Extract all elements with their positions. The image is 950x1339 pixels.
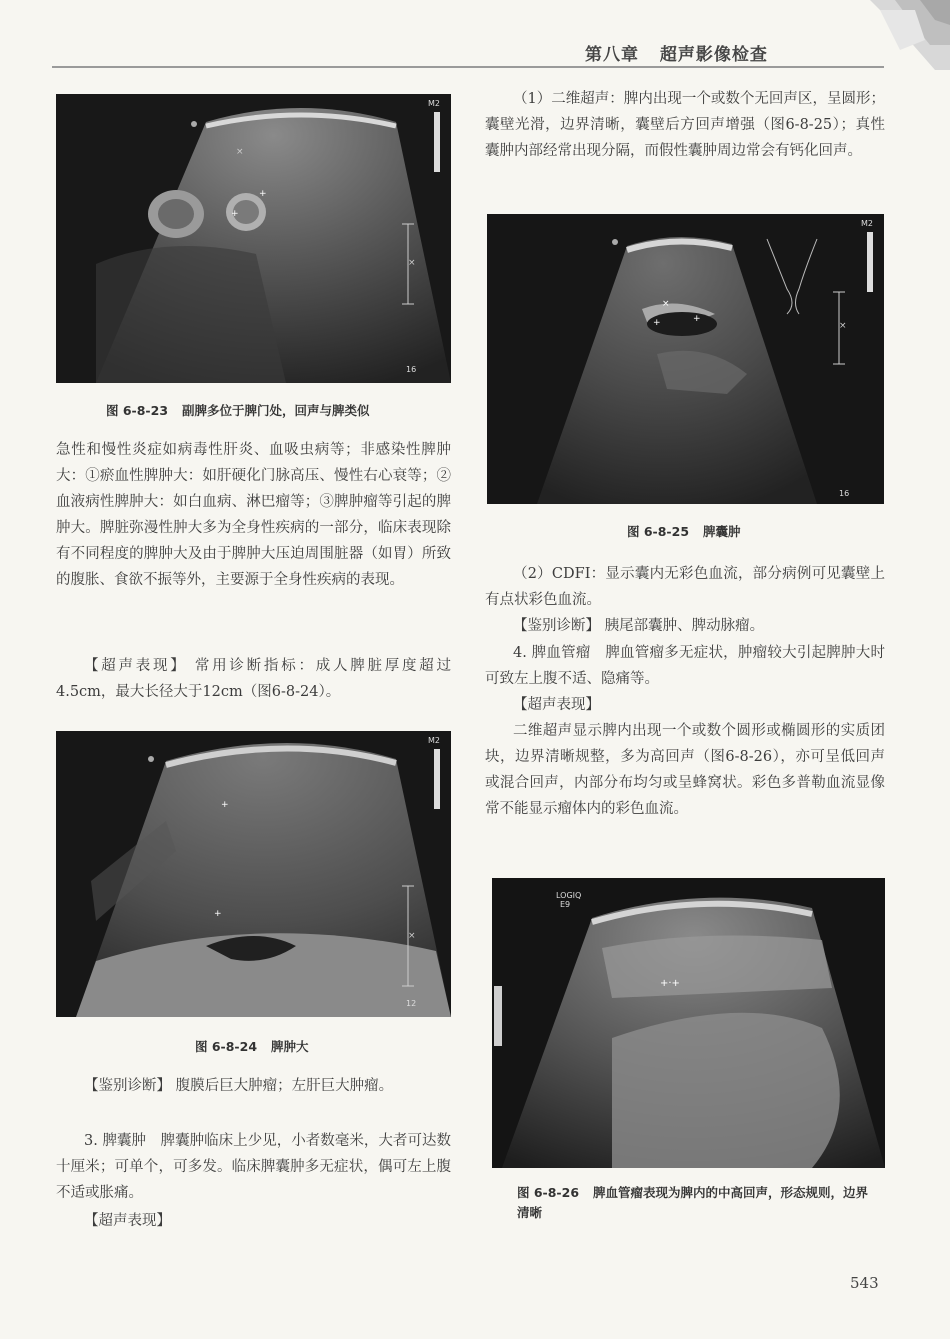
chapter-label: 第八章 [585, 45, 639, 65]
depth-label: 12 [406, 999, 417, 1008]
paragraph: 【超声表现】 常用诊断指标：成人脾脏厚度超过4.5cm，最大长径大于12cm（图6-8-24）。 [56, 658, 451, 700]
figure-number: 图 6-8-25 [627, 524, 690, 539]
svg-text:×: × [408, 931, 416, 941]
ultrasound-image-25 [487, 214, 884, 504]
paragraph: 【超声表现】 [513, 697, 600, 713]
paragraph: 【超声表现】 [84, 1213, 171, 1229]
svg-text:+: + [653, 318, 661, 328]
depth-label: 16 [406, 365, 417, 374]
scanner-model: E9 [560, 900, 571, 909]
figure-number: 图 6-8-26 [517, 1185, 580, 1200]
corner-ornament [840, 0, 950, 70]
paragraph: 二维超声显示脾内出现一个或数个圆形或椭圆形的实质团块，边界清晰规整，多为高回声（图6-8-26），亦可呈低回声或混合回声，内部分布均匀或呈蜂窝状。彩色多普勒血流显像常不能显示瘤体内的彩色血流。 [485, 723, 885, 817]
depth-label: 16 [839, 489, 850, 498]
scanner-brand: LOGIQ [556, 891, 582, 900]
figure-caption-text: 脾血管瘤表现为脾内的中高回声，形态规则，边界清晰 [517, 1185, 869, 1220]
svg-text:+: + [259, 189, 267, 199]
figure-caption-text: 脾肿大 [271, 1039, 309, 1054]
chapter-title: 超声影像检查 [659, 45, 768, 65]
ultrasound-image-26 [492, 878, 885, 1168]
paragraph: 【鉴别诊断】 胰尾部囊肿、脾动脉瘤。 [513, 618, 765, 634]
image-tag: M2 [428, 99, 440, 108]
figure-caption-25 [627, 522, 741, 540]
paragraph: 4. 脾血管瘤 脾血管瘤多无症状，肿瘤较大引起脾肿大时可致左上腹不适、隐痛等。 [485, 645, 885, 687]
paragraph: 3. 脾囊肿 脾囊肿临床上少见，小者数毫米，大者可达数十厘米；可单个，可多发。临床脾囊肿多无症状，偶可左上腹不适或胀痛。 [56, 1133, 451, 1201]
svg-text:+: + [221, 800, 229, 810]
figure-caption-26 [517, 1183, 872, 1223]
svg-text:+: + [231, 209, 239, 219]
paragraph: 【鉴别诊断】 腹膜后巨大肿瘤；左肝巨大肿瘤。 [84, 1078, 394, 1094]
image-tag: M2 [428, 736, 440, 745]
figure-number: 图 6-8-23 [106, 403, 169, 418]
header-rule [52, 66, 884, 68]
svg-text:+: + [214, 909, 222, 919]
running-header [585, 40, 768, 65]
paragraph: 急性和慢性炎症如病毒性肝炎、血吸虫病等；非感染性脾肿大：①瘀血性脾肿大：如肝硬化门脉高压、慢性右心衰等；②血液病性脾肿大：如白血病、淋巴瘤等；③脾肿瘤等引起的脾肿大。脾脏弥漫性肿大多为全身性疾病的一部分，临床表现除有不同程度的脾肿大及由于脾肿大压迫周围脏器（如胃）所致的腹胀、食欲不振等外，主要源于全身性疾病的表现。 [56, 442, 451, 588]
figure-caption-text: 脾囊肿 [703, 524, 741, 539]
svg-text:×: × [839, 321, 847, 331]
svg-text:×: × [662, 299, 670, 309]
svg-text:×: × [236, 147, 244, 157]
figure-caption-24 [195, 1037, 309, 1055]
svg-text:+·+: +·+ [660, 978, 680, 989]
figure-number: 图 6-8-24 [195, 1039, 258, 1054]
paragraph: （2）CDFI：显示囊内无彩色血流，部分病例可见囊壁上有点状彩色血流。 [485, 566, 885, 608]
page-number: 543 [850, 1274, 879, 1292]
image-tag: M2 [861, 219, 873, 228]
ultrasound-image-23 [56, 94, 451, 383]
figure-caption-text: 副脾多位于脾门处，回声与脾类似 [182, 403, 370, 418]
paragraph: （1）二维超声：脾内出现一个或数个无回声区，呈圆形；囊壁光滑，边界清晰，囊壁后方回声增强（图6-8-25）；真性囊肿内部经常出现分隔，而假性囊肿周边常会有钙化回声。 [485, 91, 885, 159]
svg-text:+: + [693, 314, 701, 324]
svg-text:×: × [408, 258, 416, 268]
ultrasound-image-24 [56, 731, 451, 1017]
figure-caption-23 [106, 401, 370, 419]
